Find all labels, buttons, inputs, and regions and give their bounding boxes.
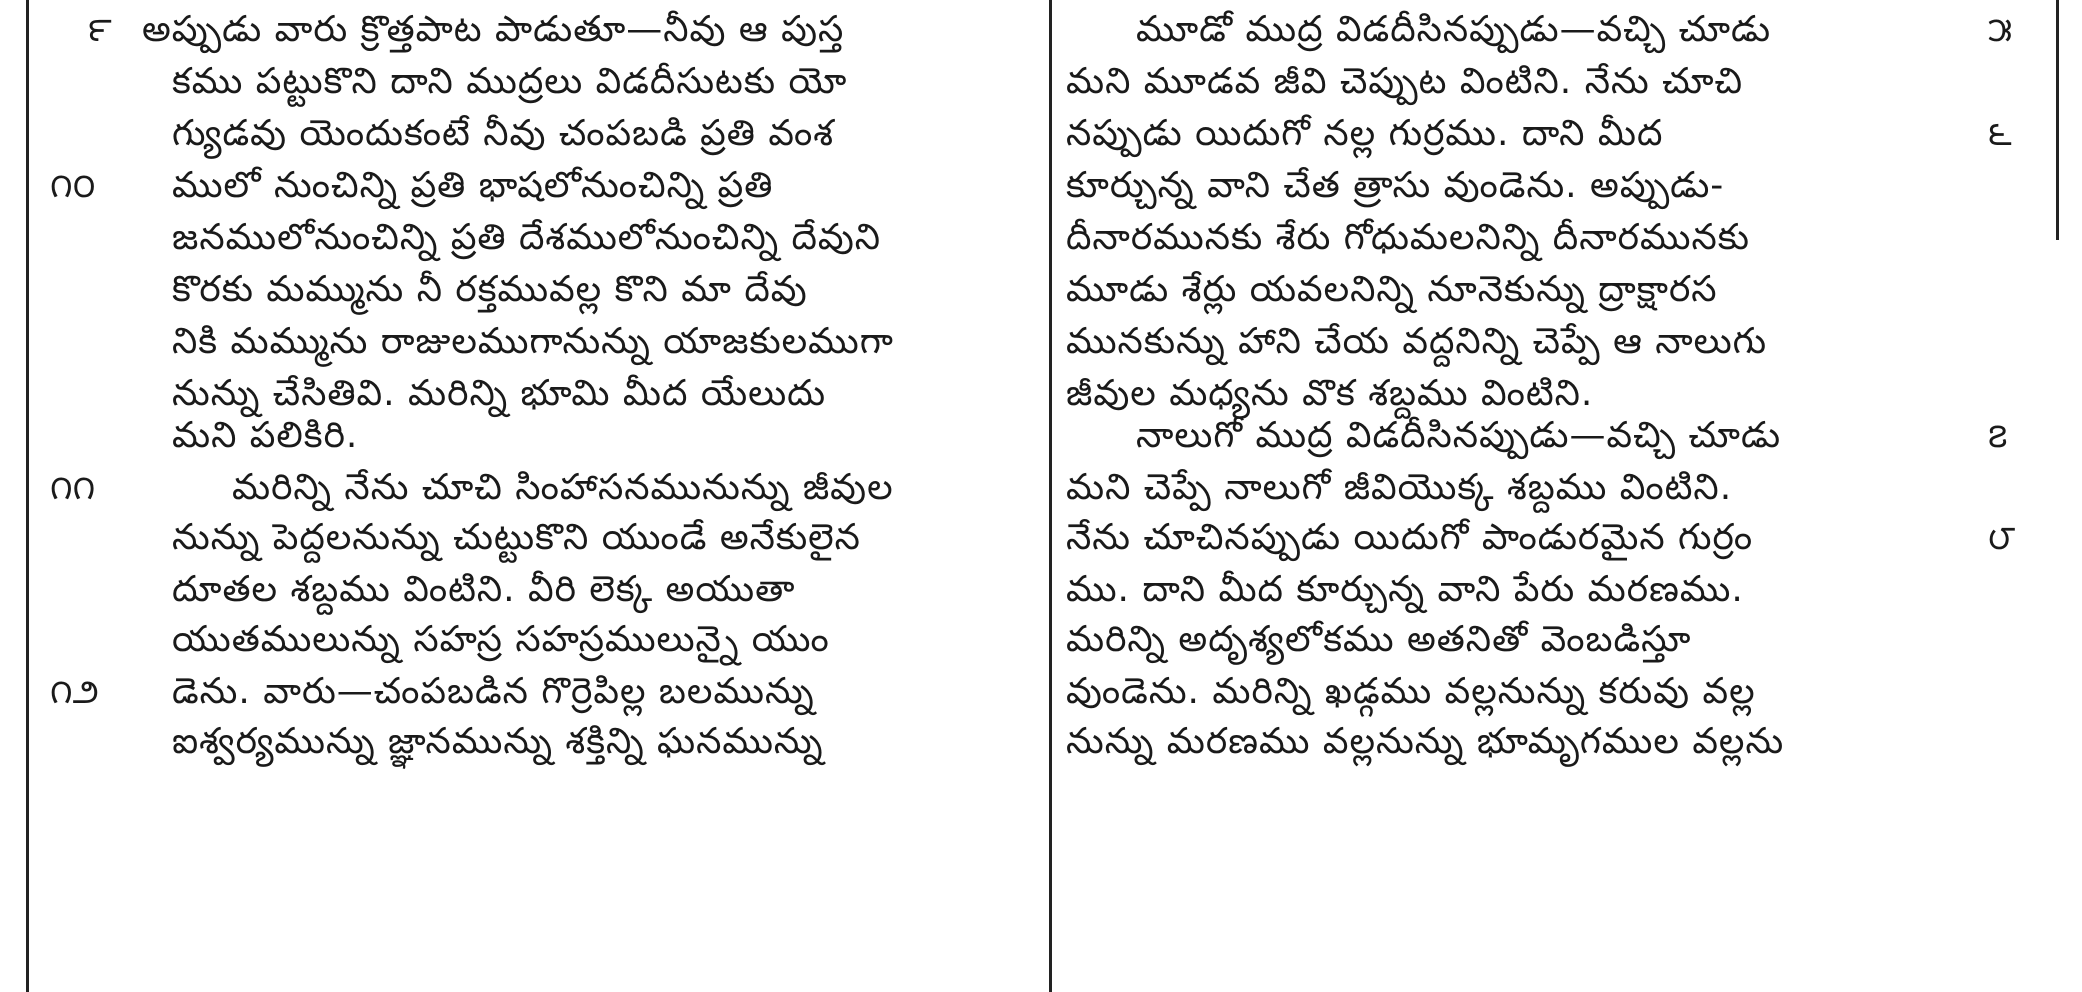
text-line: జీవుల మధ్యను వొక శబ్దము వింటిని. <box>1066 373 1594 414</box>
text-line: యుతములున్ను సహస్ర సహస్రములున్నై యుం <box>172 619 830 660</box>
verse-number: ౭ <box>1988 416 2008 456</box>
text-line: మని మూడవ జీవి చెప్పుట వింటిని. నేను చూచి <box>1066 61 1744 102</box>
verse-number: ౬ <box>1988 114 2012 154</box>
text-line: మరిన్ని అదృశ్యలోకము అతనితో వెంబడిస్తూ <box>1066 619 1692 660</box>
verse-number: ౧౦ <box>50 166 96 206</box>
text-line: ము. దాని మీద కూర్చున్న వాని పేరు మరణము. <box>1066 569 1744 610</box>
text-line: ఐశ్వర్యమున్ను జ్ఞానమున్ను శక్తిన్ని ఘనమున్ను <box>172 721 824 762</box>
text-line: ములో నుంచిన్ని ప్రతి భాషలోనుంచిన్ని ప్రతి <box>172 165 774 206</box>
text-line: కము పట్టుకొని దాని ముద్రలు విడదీసుటకు యో <box>172 61 848 102</box>
verse-number: ౧౧ <box>50 468 96 508</box>
text-line: మని పలికిరి. <box>172 415 359 456</box>
text-line: మరిన్ని నేను చూచి సింహాసనమునున్ను జీవుల <box>232 467 894 508</box>
left-margin-rule <box>26 0 29 992</box>
verse-number: ౮ <box>1988 518 2016 558</box>
verse-number: ౫ <box>1988 10 2013 50</box>
text-line: డెను. వారు—చంపబడిన గొర్రెపిల్ల బలమున్ను <box>172 671 815 712</box>
text-line: వుండెను. మరిన్ని ఖడ్గము వల్లనున్ను కరువు వల్ల <box>1066 671 1756 712</box>
text-line: మునకున్ను హాని చేయ వద్దనిన్ని చెప్పే ఆ నాలుగు <box>1066 321 1768 362</box>
text-line: నున్ను పెద్దలనున్ను చుట్టుకొని యుండే అనేకులైన <box>172 517 861 558</box>
column-divider-rule <box>1049 0 1052 992</box>
verse-number: ౯ <box>88 10 112 50</box>
text-line: దూతల శబ్దము వింటిని. వీరి లెక్క అయుతా <box>172 569 796 610</box>
right-margin-rule <box>2056 0 2059 240</box>
text-line: గ్యుడవు యెందుకంటే నీవు చంపబడి ప్రతి వంశ <box>172 113 835 154</box>
text-line: మూడు శేర్లు యవలనిన్ని నూనెకున్ను ద్రాక్షారస <box>1066 269 1718 310</box>
text-line: నున్ను చేసితివి. మరిన్ని భూమి మీద యేలుదు <box>172 373 827 414</box>
text-line: జనములోనుంచిన్ని ప్రతి దేశములోనుంచిన్ని దేవుని <box>172 217 882 258</box>
text-line: కూర్చున్న వాని చేత త్రాసు వుండెను. అప్పుడు- <box>1066 165 1725 206</box>
text-line: నున్ను మరణము వల్లనున్ను భూమృగముల వల్లను <box>1066 721 1785 762</box>
verse-number: ౧౨ <box>50 672 99 712</box>
text-line: నప్పుడు యిదుగో నల్ల గుర్రము. దాని మీద <box>1066 113 1664 154</box>
text-line: నాలుగో ముద్ర విడదీసినప్పుడు—వచ్చి చూడు <box>1136 415 1782 456</box>
text-line: నేను చూచినప్పుడు యిదుగో పాండురమైన గుర్రం <box>1066 517 1754 558</box>
text-line: అప్పుడు వారు క్రొత్తపాట పాడుతూ—నీవు ఆ పుస్త <box>142 9 845 50</box>
text-line: నికి మమ్మును రాజులముగానున్ను యాజకులముగా <box>172 321 894 362</box>
text-line: మూడో ముద్ర విడదీసినప్పుడు—వచ్చి చూడు <box>1136 9 1772 50</box>
text-line: కొరకు మమ్మును నీ రక్తమువల్ల కొని మా దేవు <box>172 269 808 310</box>
text-line: దీనారమునకు శేరు గోధుమలనిన్ని దీనారమునకు <box>1066 217 1751 258</box>
text-line: మని చెప్పే నాలుగో జీవియొక్క శబ్దము వింటిని. <box>1066 467 1733 508</box>
